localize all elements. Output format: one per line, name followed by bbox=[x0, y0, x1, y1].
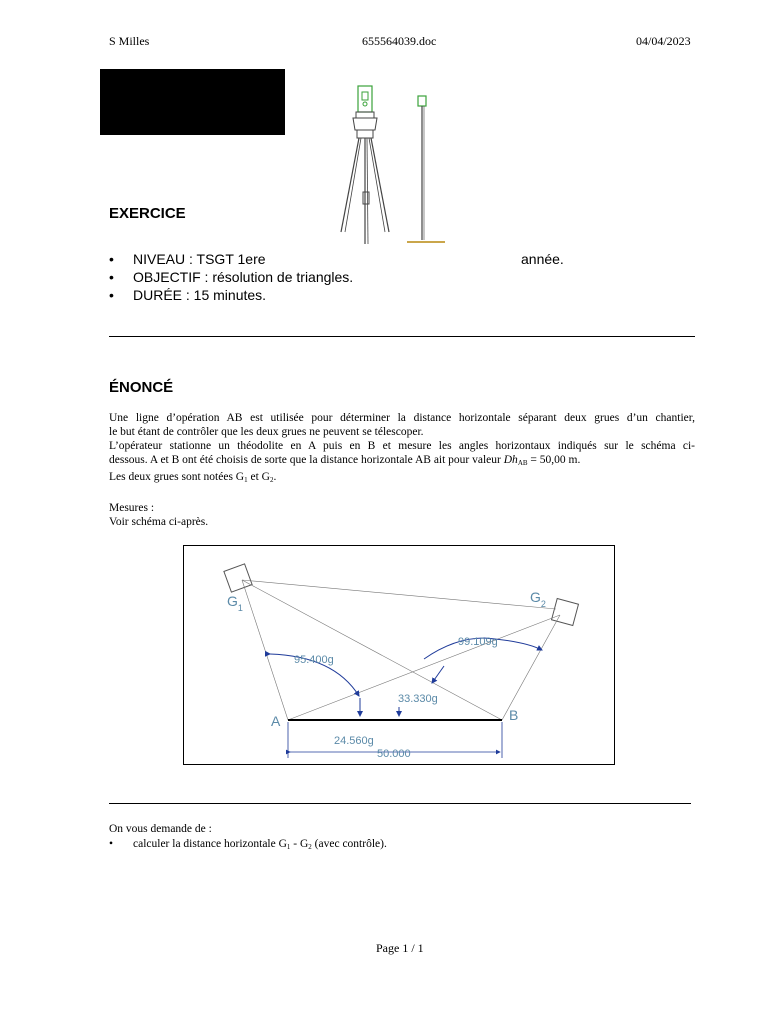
crane-g2-label bbox=[530, 589, 546, 609]
bullet-dot-icon: • bbox=[109, 838, 114, 850]
question-text: (avec contrôle). bbox=[311, 838, 387, 850]
crane-g1-label bbox=[227, 593, 243, 613]
statement-line: L’opérateur stationne un théodolite en A puis en B et mesure les angles horizontaux indiqués sur le schéma ci- bbox=[109, 440, 695, 452]
statement-text: dessous. A et B ont été choisis de sorte que la distance horizontale AB ait pour valeur bbox=[109, 454, 504, 466]
bullet-dot-icon: • bbox=[109, 269, 114, 285]
statement-title: ÉNONCÉ bbox=[109, 379, 174, 396]
statement-text: = 50,00 m. bbox=[527, 454, 581, 466]
crane-g1-letter: G bbox=[227, 593, 238, 609]
distance-ab-label: 50.000 bbox=[377, 748, 411, 760]
measures-label: Mesures : bbox=[109, 502, 155, 514]
bullet-level bbox=[109, 251, 589, 269]
angle-a-g2-label: 24.560g bbox=[334, 735, 374, 747]
exercise-title: EXERCICE bbox=[109, 205, 186, 222]
question-intro: On vous demande de : bbox=[109, 823, 212, 835]
question-item bbox=[109, 837, 609, 851]
crane-g2-symbol bbox=[552, 599, 579, 626]
question-text: calculer la distance horizontale G bbox=[133, 838, 287, 850]
question-text: - G bbox=[290, 838, 309, 850]
bullet-objective bbox=[109, 269, 589, 287]
point-a-label: A bbox=[271, 713, 281, 729]
subscript: 1 bbox=[286, 843, 291, 851]
bullet-level-extra: année. bbox=[521, 251, 564, 267]
bullet-duration-label: DURÉE : 15 minutes. bbox=[133, 287, 267, 303]
section-divider bbox=[109, 803, 691, 804]
survey-diagram bbox=[184, 546, 614, 764]
statement-text: et G bbox=[247, 471, 270, 483]
statement-line bbox=[109, 470, 695, 487]
theodolite-illustration bbox=[335, 82, 455, 248]
statement-paragraph bbox=[109, 411, 695, 529]
subscript: 1 bbox=[244, 476, 248, 484]
header-filename: 655564039.doc bbox=[362, 34, 437, 48]
angle-b-g1-label: 33.330g bbox=[398, 693, 438, 705]
measures-text: Voir schéma ci-après. bbox=[109, 516, 209, 528]
crane-g1-subscript: 1 bbox=[237, 603, 243, 613]
angle-b-g2-label: 99.109g bbox=[458, 636, 498, 648]
crane-g1-symbol bbox=[224, 564, 252, 592]
point-b-label: B bbox=[509, 707, 519, 723]
statement-line: le but étant de contrôler que les deux grues ne peuvent se télescoper. bbox=[109, 426, 424, 438]
crane-g2-subscript: 2 bbox=[540, 599, 546, 609]
header-author: S Milles bbox=[109, 34, 150, 48]
subscript: 2 bbox=[308, 843, 312, 851]
bullet-dot-icon: • bbox=[109, 287, 114, 303]
header-date: 04/04/2023 bbox=[636, 34, 691, 48]
bullet-objective-label: OBJECTIF : résolution de triangles. bbox=[133, 269, 354, 285]
question-item-text bbox=[133, 837, 387, 854]
redacted-logo-block bbox=[100, 69, 285, 135]
statement-text: . bbox=[273, 471, 277, 483]
bullet-duration bbox=[109, 287, 589, 305]
angle-a-g1-label: 95.400g bbox=[294, 654, 334, 666]
crane-g2-letter: G bbox=[530, 589, 541, 605]
bullet-dot-icon: • bbox=[109, 251, 114, 267]
dh-subscript: AB bbox=[517, 459, 528, 467]
bullet-level-label: NIVEAU : TSGT 1ere bbox=[133, 251, 266, 267]
survey-diagram-frame bbox=[183, 545, 615, 765]
statement-line bbox=[109, 453, 695, 470]
statement-line: Une ligne d’opération AB est utilisée pour déterminer la distance horizontale séparant deux grues d’un chantier, bbox=[109, 412, 695, 424]
section-divider bbox=[109, 336, 695, 337]
dh-symbol: Dh bbox=[503, 454, 518, 466]
subscript: 2 bbox=[269, 476, 274, 484]
page-number: Page 1 / 1 bbox=[376, 941, 424, 955]
statement-text: Les deux grues sont notées G bbox=[109, 471, 245, 483]
